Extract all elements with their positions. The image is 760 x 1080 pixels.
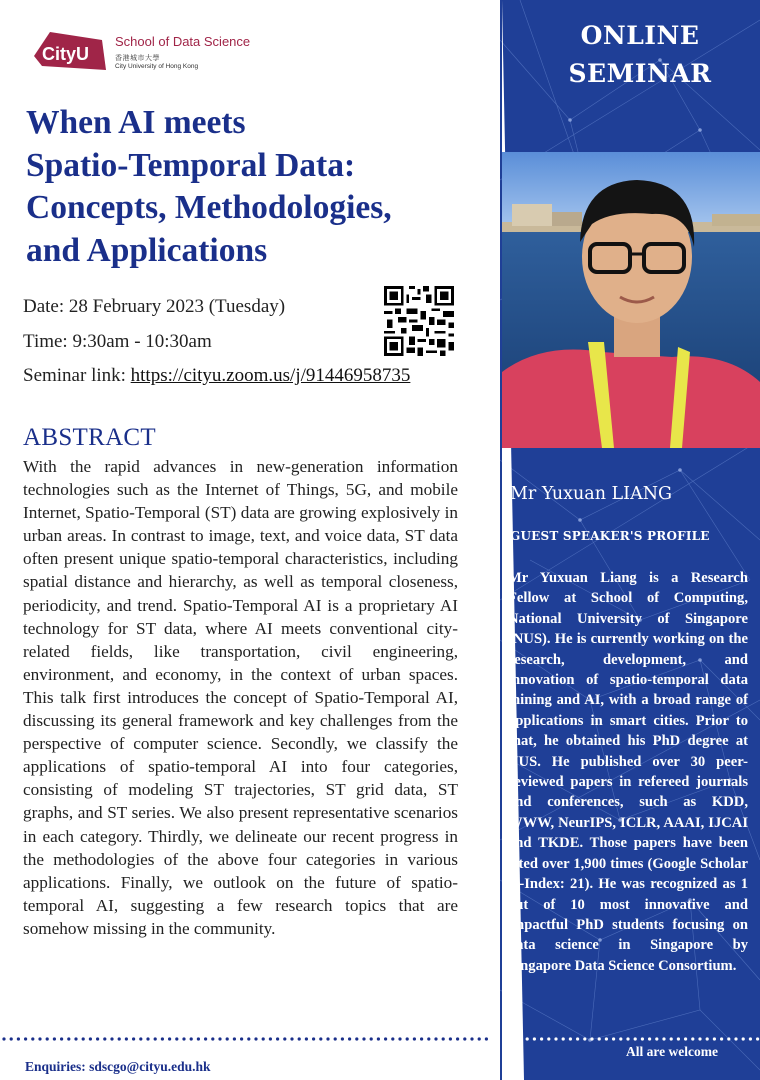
qr-code[interactable] [384, 286, 454, 356]
all-welcome-note: All are welcome [626, 1044, 718, 1059]
seminar-link-row [23, 365, 410, 387]
enquiries-contact: Enquiries: sdscgo@cityu.edu.hk [25, 1059, 211, 1074]
university-chinese-name: 香港城市大學 [115, 54, 160, 62]
speaker-photo [502, 152, 760, 448]
abstract-heading: ABSTRACT [23, 424, 156, 451]
seminar-link[interactable]: https://cityu.zoom.us/j/91446958735 [130, 365, 411, 386]
abstract-text: With the rapid advances in new-generation information technologies such as the Internet of Things, 5G, and mobile Internet, Spatio-Temporal (ST) data are growing explosively in urban areas. In contrast to image, text, and voice data, ST data often present unique spatio-temporal characteristics, including spatial distance and hierarchy, as well as temporal closeness, periodicity, and trend. Spatio-Temporal AI is a proprietary AI technology for ST data, where AI meets conventional city-related fields, like transportation, civil engineering, environment, and economy, in the context of urban spaces. This talk first introduces the concept of Spatio-Temporal AI, discussing its general framework and key challenges from the perspective of computer science. Secondly, we classify the applications of spatio-temporal AI into four categories, consisting of modeling ST trajectories, ST grid data, ST graphs, and ST series. We also present representative scenarios in each category. Thirdly, we delineate our recent progress in the methodologies of the above four categories in various applications. Finally, we outlook on the future of spatio-temporal AI, suggesting a few research topics that are somehow missing in the community. [23, 457, 458, 938]
title-line-4: and Applications [26, 231, 268, 269]
speaker-profile: Mr Yuxuan Liang is a Research Fellow at School of Computing, National University of Singapore (NUS). He is currently working on the research, development, and innovation of spatio-temporal data mining and AI, with a broad range of applications in smart cities. Prior to that, he obtained his PhD degree at NUS. He published over 30 peer-reviewed papers in refereed journals and conferences, such as KDD, WWW, NeurIPS, ICLR, AAAI, IJCAI and TKDE. Those papers have been cited over 1,900 times (Google Scholar H-Index: 21). He was recognized as 1 out of 10 most innovative and impactful PhD students focusing on data science in Singapore by Singapore Data Science Consortium. [508, 570, 748, 974]
title-line-1: When AI meets [26, 104, 246, 141]
dotted-divider [0, 1036, 760, 1042]
seminar-link-label: Seminar link: [23, 365, 131, 386]
logo-brand-text: CityU [42, 44, 90, 64]
school-name: School of Data Science [115, 34, 251, 49]
banner-line-1: ONLINE [580, 21, 700, 50]
online-seminar-banner [560, 17, 720, 93]
university-name: City University of Hong Kong [115, 63, 199, 70]
title-line-3: Concepts, Methodologies, [26, 189, 392, 226]
banner-line-2: SEMINAR [568, 59, 712, 88]
title-line-2: Spatio-Temporal Data: [26, 146, 356, 184]
seminar-date: Date: 28 February 2023 (Tuesday) [23, 296, 286, 317]
profile-heading: GUEST SPEAKER'S PROFILE [510, 529, 710, 543]
speaker-name: Mr Yuxuan LIANG [510, 484, 673, 504]
seminar-time: Time: 9:30am - 10:30am [23, 331, 212, 352]
seminar-title [26, 102, 496, 272]
